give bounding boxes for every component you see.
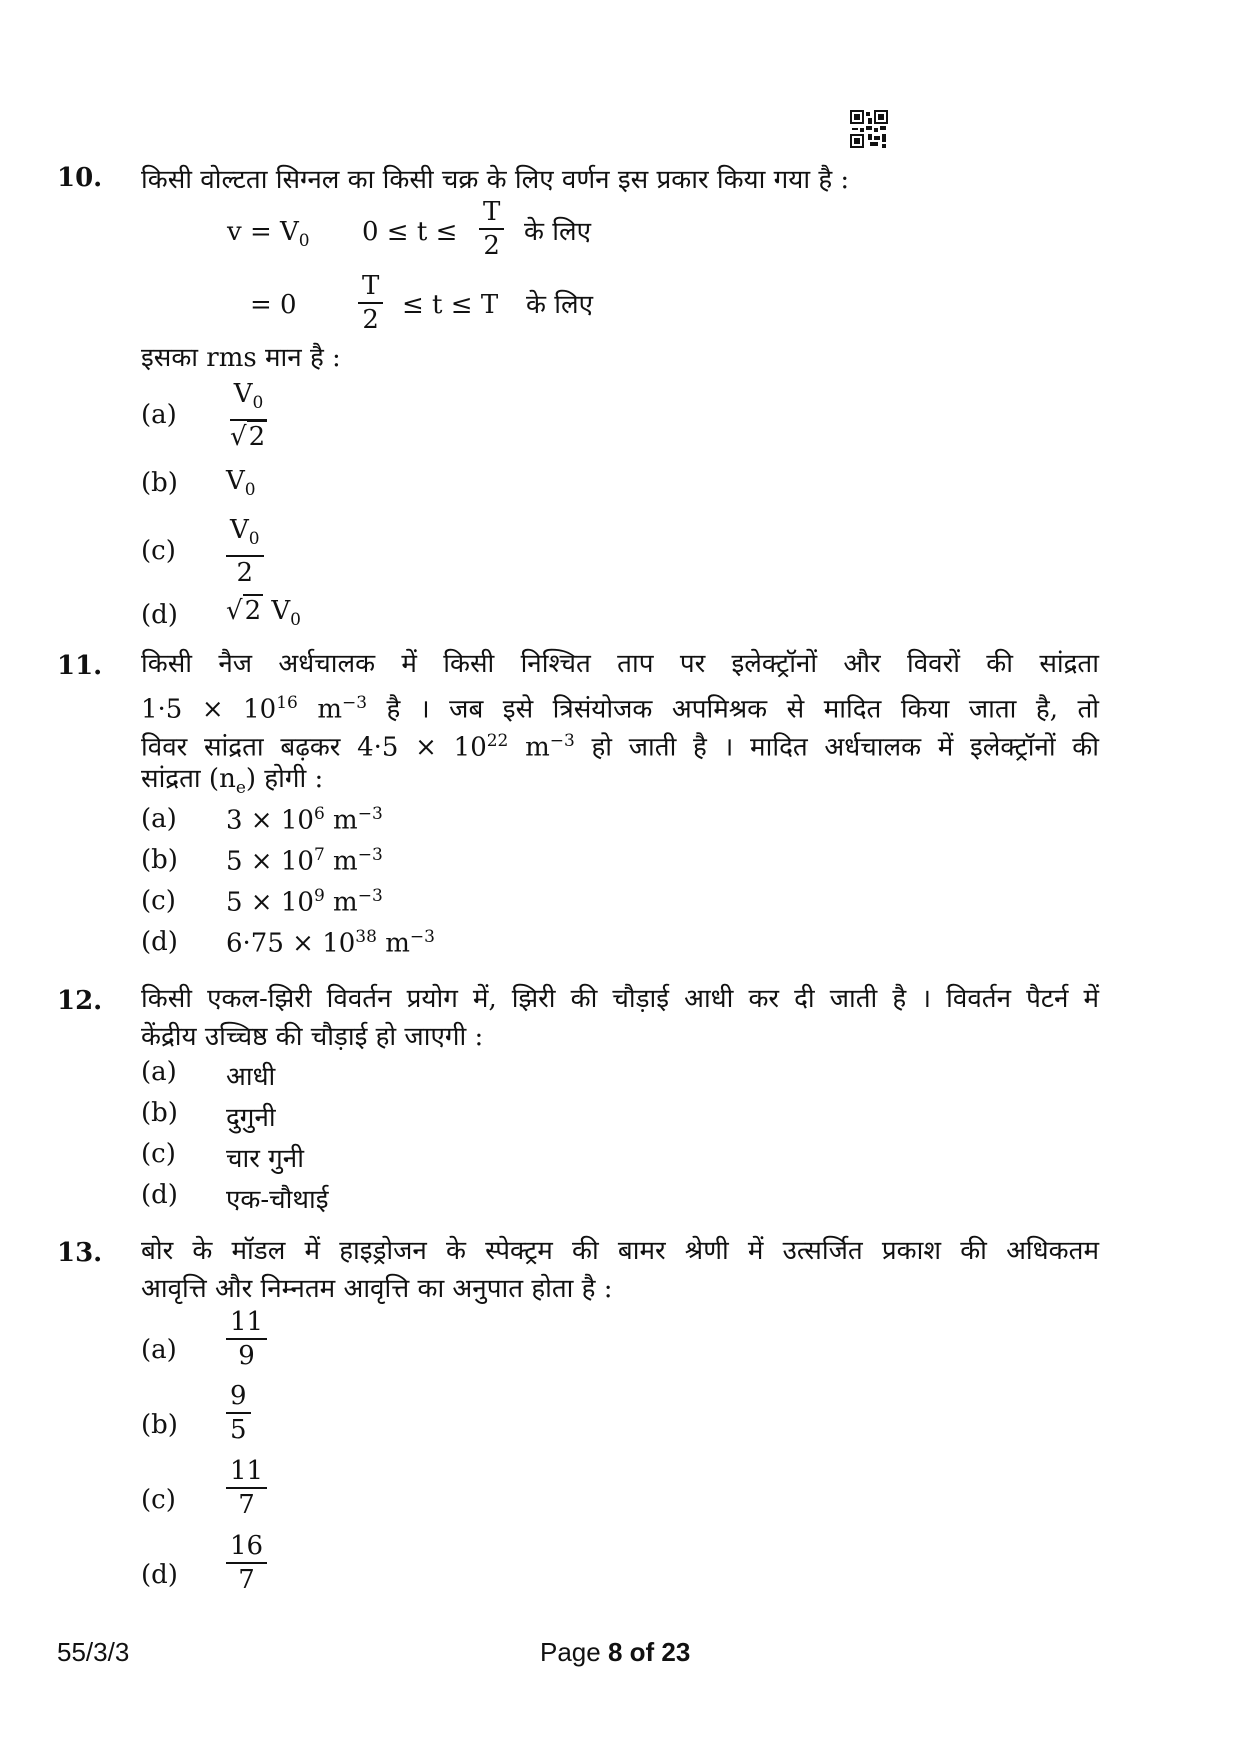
q10-eq2-suffix: के लिए	[526, 290, 593, 320]
q12-line-1: किसी एकल-झिरी विवर्तन प्रयोग में, झिरी की चौड़ाई आधी कर दी जाती है । विवर्तन पैटर्न में	[141, 984, 1099, 1014]
q13-line-1: बोर के मॉडल में हाइड्रोजन के स्पेक्ट्रम की बामर श्रेणी में उत्सर्जित प्रकाश की अधिकतम	[141, 1236, 1099, 1266]
q12-option-b	[141, 1098, 276, 1133]
option-unit-exp: −3	[409, 927, 435, 947]
fraction-numerator: 9	[226, 1380, 251, 1414]
option-base: 6·75 × 10	[226, 928, 356, 959]
q13-option-a-value	[226, 1306, 267, 1372]
fraction-denominator: 9	[238, 1341, 255, 1371]
q10-option-a-value	[226, 378, 271, 453]
page-number: 8	[607, 1637, 623, 1667]
option-label: (b)	[141, 845, 178, 875]
option-exp: 9	[313, 886, 325, 906]
q13-option-b-value	[226, 1380, 251, 1446]
question-number-10: 10.	[57, 163, 103, 193]
q13-option-d-label: (d)	[141, 1560, 178, 1590]
option-label: (b)	[141, 1098, 178, 1128]
q11-l2-b: m	[297, 694, 342, 725]
q13-option-a-label: (a)	[141, 1335, 177, 1365]
q13-option-c-label: (c)	[141, 1485, 176, 1515]
option-base: 3 × 10	[226, 805, 314, 836]
option-exp: 6	[313, 804, 325, 824]
option-base: 5 × 10	[226, 846, 314, 877]
page-mid: of	[622, 1637, 662, 1667]
q11-l3-b: m	[508, 732, 550, 763]
qr-code	[850, 110, 888, 148]
q10-eq1-fraction	[479, 196, 504, 262]
q11-l3-exp: 22	[486, 731, 509, 751]
q11-l2-a: 1·5 × 10	[141, 694, 277, 725]
option-text: चार गुनी	[226, 1144, 304, 1174]
option-unit: m	[324, 846, 358, 877]
option-label: (a)	[141, 1057, 177, 1087]
q10-d-V: V	[271, 596, 291, 626]
q10-c-den: 2	[236, 558, 254, 589]
q10-a-V: V	[233, 379, 253, 409]
q10-question: इसका rms मान है :	[141, 343, 341, 373]
q10-a-sub: 0	[252, 393, 264, 414]
q10-eq1-sub: 0	[298, 231, 310, 252]
question-10-text: किसी वोल्टता सिग्नल का किसी चक्र के लिए वर्णन इस प्रकार किया गया है :	[141, 165, 850, 195]
fraction-denominator: 7	[238, 1490, 255, 1520]
page-total: 23	[661, 1637, 691, 1667]
q10-option-b-label: (b)	[141, 468, 178, 498]
fraction-denominator: 7	[238, 1565, 255, 1595]
q10-eq1-range: 0 ≤ t ≤	[362, 217, 458, 247]
fraction-numerator: 11	[226, 1455, 267, 1489]
option-label: (a)	[141, 804, 177, 834]
option-unit-exp: −3	[357, 845, 383, 865]
q10-eq1-frac-den: 2	[483, 231, 500, 261]
option-unit-exp: −3	[357, 886, 383, 906]
q12-option-c	[141, 1139, 304, 1174]
option-label: (d)	[141, 1180, 178, 1210]
q11-l3-c: हो जाती है । मादित अर्धचालक में इलेक्ट्रॉनों की	[574, 732, 1099, 763]
q10-eq2-frac-num: T	[358, 270, 383, 304]
q12-option-a	[141, 1057, 276, 1092]
q11-line-1: किसी नैज अर्धचालक में किसी निश्चित ताप पर इलेक्ट्रॉनों और विवरों की सांद्रता	[141, 649, 1099, 679]
q12-line-2: केंद्रीय उच्चिष्ठ की चौड़ाई हो जाएगी :	[141, 1022, 484, 1052]
q10-eq2-frac-den: 2	[362, 305, 379, 335]
q10-equation-1	[227, 213, 310, 260]
q11-l2-exp2: −3	[342, 693, 368, 713]
option-label: (d)	[141, 927, 178, 957]
q13-option-d-value	[226, 1530, 267, 1596]
q11-l2-exp: 16	[276, 693, 298, 713]
option-unit: m	[376, 928, 410, 959]
q10-eq2-fraction	[358, 270, 383, 336]
q10-eq2-lhs: = 0	[250, 290, 297, 320]
q11-line-4	[141, 760, 323, 807]
question-number-13: 13.	[57, 1238, 103, 1268]
q11-l4-a: सांद्रता (n	[141, 764, 236, 794]
q10-option-c-label: (c)	[141, 536, 176, 566]
q13-line-2: आवृत्ति और निम्नतम आवृत्ति का अनुपात होता है :	[141, 1274, 613, 1304]
q13-option-b-label: (b)	[141, 1410, 178, 1440]
fraction-numerator: 16	[226, 1530, 267, 1564]
q10-c-V: V	[230, 515, 249, 545]
option-base: 5 × 10	[226, 887, 314, 918]
page-prefix: Page	[540, 1637, 608, 1667]
q10-option-d-label: (d)	[141, 600, 178, 630]
option-exp: 38	[355, 927, 377, 947]
q10-d-radicand: 2	[244, 596, 262, 626]
option-text: एक-चौथाई	[226, 1185, 329, 1215]
option-text: दुगुनी	[226, 1103, 276, 1133]
option-exp: 7	[313, 845, 325, 865]
q10-c-sub: 0	[248, 529, 260, 550]
option-label: (c)	[141, 886, 176, 916]
q10-option-d-value	[226, 596, 301, 630]
q10-b-sub: 0	[244, 480, 256, 501]
sqrt-symbol: √	[226, 596, 243, 626]
q11-l2-c: है । जब इसे त्रिसंयोजक अपमिश्रक से मादित किया जाता है, तो	[367, 694, 1100, 725]
paper-code: 55/3/3	[57, 1637, 130, 1667]
option-unit: m	[324, 805, 358, 836]
q10-d-sub: 0	[290, 610, 301, 631]
q10-option-b-value	[226, 466, 256, 500]
q11-l4-b: ) होगी :	[245, 764, 324, 794]
q10-eq1-lhs: v = V	[227, 217, 299, 247]
option-text: आधी	[226, 1062, 276, 1092]
q10-eq1-suffix: के लिए	[524, 217, 591, 247]
q10-eq1-frac-num: T	[479, 196, 504, 230]
question-number-12: 12.	[57, 986, 103, 1016]
question-number-11: 11.	[57, 651, 103, 681]
option-unit-exp: −3	[357, 804, 383, 824]
q10-option-c-value	[226, 514, 264, 589]
q13-option-c-value	[226, 1455, 267, 1521]
q11-l3-exp2: −3	[549, 731, 575, 751]
q10-option-a-label: (a)	[141, 400, 177, 430]
q10-a-radicand: 2	[248, 422, 266, 453]
q11-l4-sub: e	[235, 778, 246, 799]
fraction-denominator: 5	[230, 1415, 247, 1445]
option-unit: m	[324, 887, 358, 918]
q10-b-V: V	[226, 466, 245, 496]
qr-code-icon	[850, 110, 888, 148]
q10-eq2-range: ≤ t ≤ T	[402, 290, 499, 320]
sqrt-symbol: √	[230, 422, 247, 453]
page-indicator	[540, 1637, 690, 1668]
fraction-numerator: 11	[226, 1306, 267, 1340]
option-label: (c)	[141, 1139, 176, 1169]
q12-option-d	[141, 1180, 329, 1215]
q11-l3-a: विवर सांद्रता बढ़कर 4·5 × 10	[141, 732, 487, 763]
